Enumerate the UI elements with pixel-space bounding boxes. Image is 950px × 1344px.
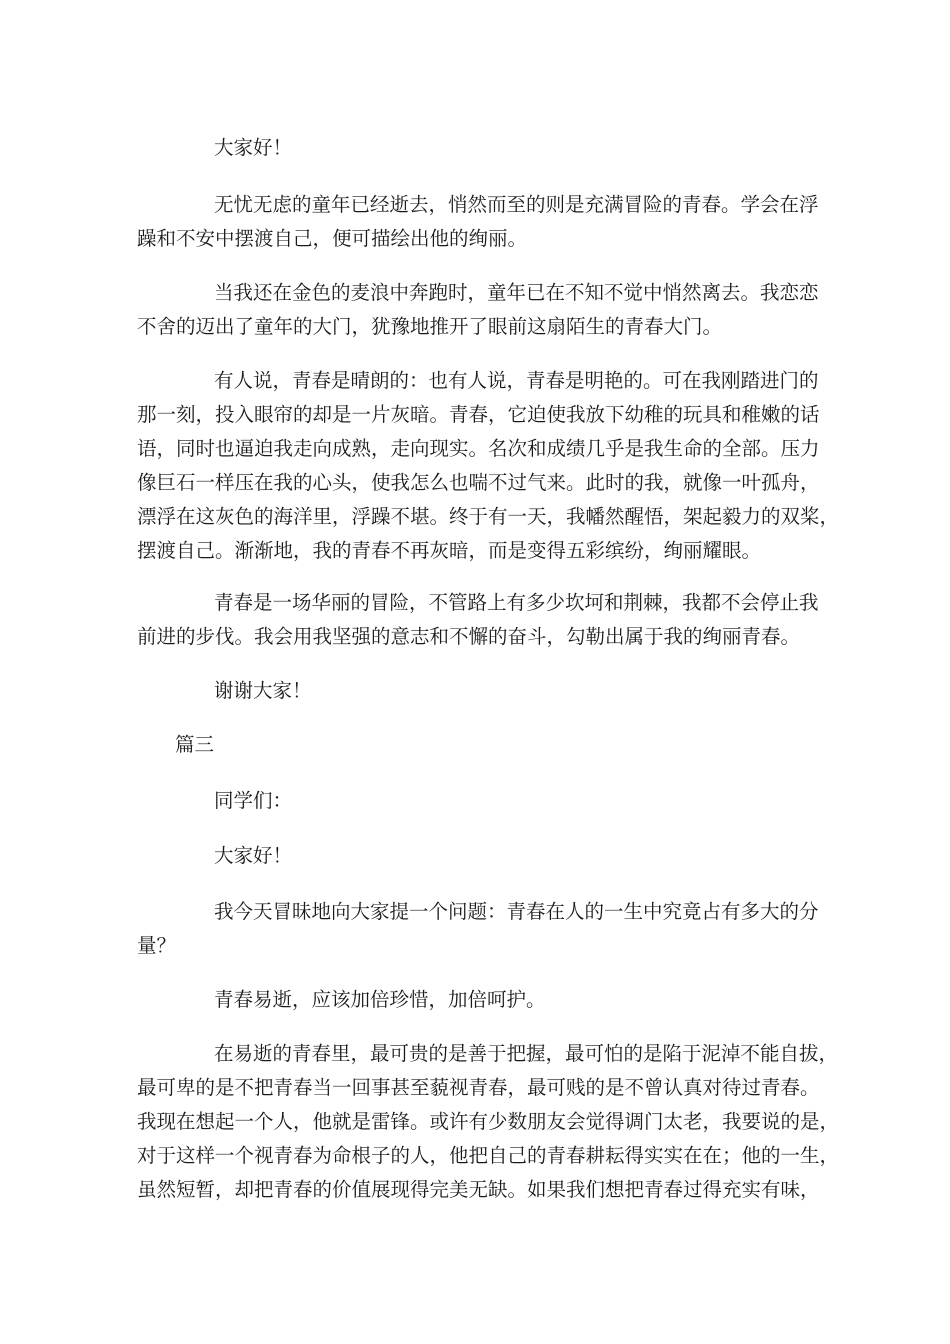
- paragraph-line: 我现在想起一个人，他就是雷锋。或许有少数朋友会觉得调门太老，我要说的是，: [137, 1110, 840, 1133]
- paragraph-line: 摆渡自己。渐渐地，我的青春不再灰暗，而是变得五彩缤纷，绚丽耀眼。: [137, 539, 762, 562]
- paragraph-line: 在易逝的青春里，最可贵的是善于把握，最可怕的是陷于泥淖不能自拔，: [214, 1042, 839, 1065]
- paragraph-line: 那一刻，投入眼帘的却是一片灰暗。青春，它迫使我放下幼稚的玩具和稚嫩的话: [137, 403, 820, 426]
- paragraph-line: 青春易逝，应该加倍珍惜，加倍呵护。: [214, 988, 546, 1011]
- paragraph-line: 对于这样一个视青春为命根子的人，他把自己的青春耕耘得实实在在；他的一生，: [137, 1144, 840, 1167]
- paragraph-line: 最可卑的是不把青春当一回事甚至藐视青春，最可贱的是不曾认真对待过青春。: [137, 1076, 820, 1099]
- paragraph-line: 量？: [137, 934, 177, 957]
- paragraph-line: 躁和不安中摆渡自己，便可描绘出他的绚丽。: [137, 227, 528, 250]
- paragraph-line: 前进的步伐。我会用我坚强的意志和不懈的奋斗，勾勒出属于我的绚丽青春。: [137, 625, 801, 648]
- paragraph-line: 无忧无虑的童年已经逝去，悄然而至的则是充满冒险的青春。学会在浮: [214, 193, 819, 216]
- paragraph-salutation: 同学们：: [214, 789, 293, 812]
- paragraph-line: 漂浮在这灰色的海洋里，浮躁不堪。终于有一天，我幡然醒悟，架起毅力的双桨，: [137, 505, 840, 528]
- paragraph-closing: 谢谢大家！: [214, 679, 312, 702]
- paragraph-line: 虽然短暂，却把青春的价值展现得完美无缺。如果我们想把青春过得充实有味，: [137, 1178, 820, 1201]
- paragraph-line: 有人说，青春是晴朗的：也有人说，青春是明艳的。可在我刚踏进门的: [214, 369, 819, 392]
- paragraph-line: 当我还在金色的麦浪中奔跑时，童年已在不知不觉中悄然离去。我恋恋: [214, 281, 819, 304]
- section-heading: 篇三: [175, 733, 215, 756]
- paragraph-line: 语，同时也逼迫我走向成熟，走向现实。名次和成绩几乎是我生命的全部。压力: [137, 437, 820, 460]
- paragraph-greeting: 大家好！: [214, 844, 293, 867]
- paragraph-line: 青春是一场华丽的冒险，不管路上有多少坎坷和荆棘，我都不会停止我: [214, 591, 819, 614]
- paragraph-line: 不舍的迈出了童年的大门，犹豫地推开了眼前这扇陌生的青春大门。: [137, 315, 723, 338]
- paragraph-line: 像巨石一样压在我的心头，使我怎么也喘不过气来。此时的我，就像一叶孤舟，: [137, 471, 820, 494]
- paragraph-greeting: 大家好！: [214, 136, 293, 159]
- paragraph-line: 我今天冒昧地向大家提一个问题：青春在人的一生中究竟占有多大的分: [214, 900, 819, 923]
